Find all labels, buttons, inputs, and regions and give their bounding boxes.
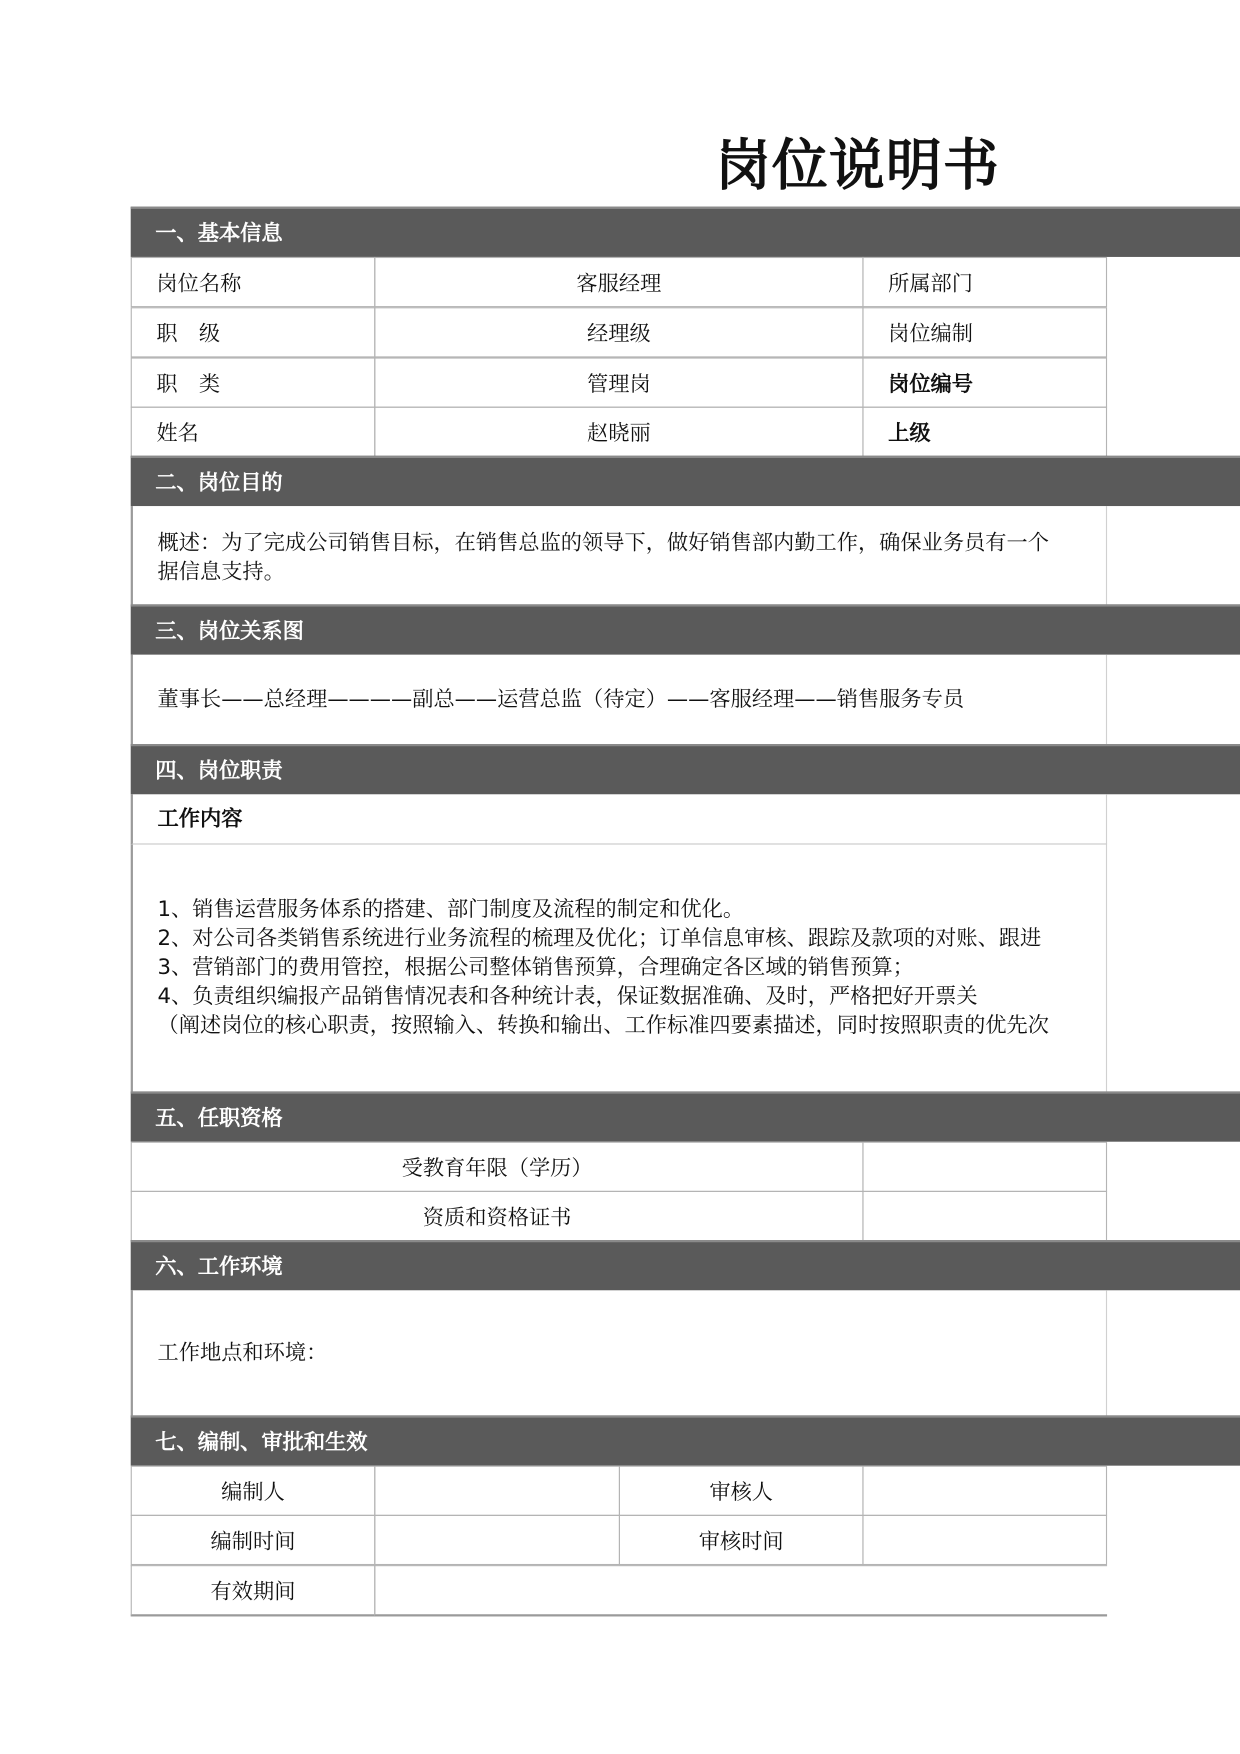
duty-item: 1、销售运营服务体系的搭建、部门制度及流程的制定和优化。 (157, 897, 745, 922)
value-prepared-time[interactable] (374, 1515, 620, 1565)
section-header-basic-info: 一、基本信息 (131, 207, 1240, 257)
value-position-name: 客服经理 (374, 257, 863, 307)
value-prepared-by[interactable] (374, 1466, 620, 1516)
label-valid-period: 有效期间 (131, 1565, 376, 1616)
purpose-line: 据信息支持。 (157, 559, 285, 585)
environment-content (131, 1290, 1107, 1415)
label-prepared-time: 编制时间 (131, 1515, 376, 1565)
label-education: 受教育年限（学历） (131, 1142, 864, 1192)
value-reviewed-by[interactable] (862, 1466, 1107, 1516)
section-header-duties: 四、岗位职责 (131, 744, 1240, 794)
purpose-text (131, 506, 1107, 604)
page-title: 岗位说明书 (714, 132, 1000, 198)
duties-subheader: 工作内容 (131, 794, 1107, 844)
value-job-category: 管理岗 (374, 357, 863, 407)
label-name: 姓名 (131, 407, 376, 457)
label-prepared-by: 编制人 (131, 1466, 376, 1516)
label-job-category: 职 类 (131, 357, 376, 407)
duties-content (131, 845, 1107, 1092)
section-header-approval: 七、编制、审批和生效 (131, 1415, 1240, 1465)
label-reviewed-time: 审核时间 (619, 1515, 864, 1565)
value-valid-period[interactable] (374, 1565, 1107, 1616)
value-name: 赵晓丽 (374, 407, 863, 457)
value-certificates[interactable] (862, 1191, 1107, 1241)
relation-line: 董事长——总经理————副总——运营总监（待定）——客服经理——销售服务专员 (157, 687, 965, 712)
label-position-name: 岗位名称 (131, 257, 376, 307)
label-position-code: 岗位编号 (862, 357, 1107, 407)
relation-chart-text (131, 655, 1107, 744)
value-job-level: 经理级 (374, 307, 863, 357)
label-department: 所属部门 (862, 257, 1107, 307)
duty-item: 3、营销部门的费用管控，根据公司整体销售预算，合理确定各区域的销售预算； (157, 955, 914, 980)
label-job-level: 职 级 (131, 307, 376, 357)
section-header-qualification: 五、任职资格 (131, 1091, 1240, 1141)
label-supervisor: 上级 (862, 407, 1107, 457)
duty-item: （阐述岗位的核心职责，按照输入、转换和输出、工作标准四要素描述，同时按照职责的优先次 (157, 1013, 1049, 1038)
duty-item: 2、对公司各类销售系统进行业务流程的梳理及优化；订单信息审核、跟踪及款项的对账、跟进 (157, 926, 1042, 951)
environment-label: 工作地点和环境： (157, 1340, 328, 1366)
value-education[interactable] (862, 1142, 1107, 1192)
label-reviewed-by: 审核人 (619, 1466, 864, 1516)
duty-item: 4、负责组织编报产品销售情况表和各种统计表，保证数据准确、及时，严格把好开票关 (157, 984, 978, 1009)
purpose-line: 概述：为了完成公司销售目标，在销售总监的领导下，做好销售部内勤工作，确保业务员有一个 (157, 530, 1049, 556)
section-header-purpose: 二、岗位目的 (131, 456, 1240, 506)
section-header-relation: 三、岗位关系图 (131, 604, 1240, 654)
value-reviewed-time[interactable] (862, 1515, 1107, 1565)
label-headcount: 岗位编制 (862, 307, 1107, 357)
section-header-environment: 六、工作环境 (131, 1240, 1240, 1290)
label-certificates: 资质和资格证书 (131, 1191, 864, 1241)
